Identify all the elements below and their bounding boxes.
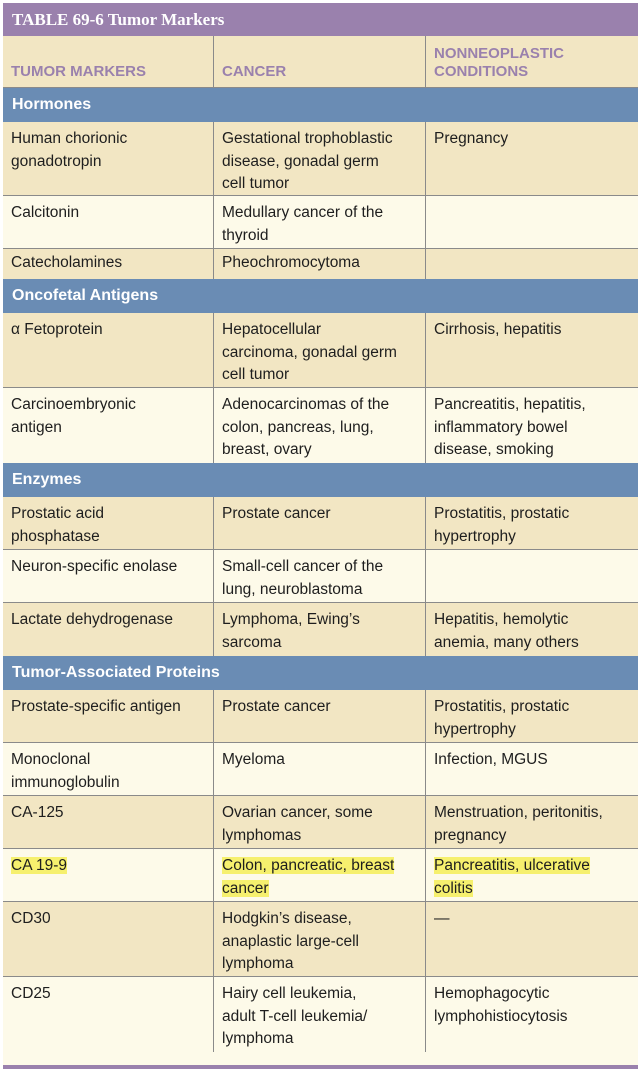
conditions-cell [426, 849, 638, 901]
table-row [3, 196, 638, 249]
marker-cell: Human chorionic gonadotropin [3, 122, 214, 195]
table-row [3, 388, 638, 463]
cancer-cell: Hepatocellular carcinoma, gonadal germ cell tumor [214, 313, 426, 387]
cancer-cell: Prostate cancer [214, 497, 426, 549]
conditions-cell: Prostatitis, prostatic hypertrophy [434, 698, 570, 738]
header-tumor-markers: TUMOR MARKERS [3, 36, 214, 87]
table-title: TABLE 69-6 Tumor Markers [3, 3, 638, 36]
section-enzymes: Enzymes [3, 463, 638, 497]
table-row [3, 690, 638, 743]
marker-cell: Calcitonin [3, 196, 214, 248]
table-row [3, 249, 638, 279]
marker-cell: Prostatic acid phosphatase [3, 497, 214, 549]
marker-cell [3, 849, 214, 901]
cancer-cell: Hairy cell leukemia, adult T-cell leukemia/ lymphoma [214, 977, 426, 1052]
marker-cell: CD25 [3, 977, 214, 1052]
table-row [3, 796, 638, 849]
table-row-highlighted [3, 849, 638, 902]
conditions-cell: Menstruation, peritonitis, pregnancy [434, 804, 603, 844]
cancer-cell: Hodgkin’s disease, anaplastic large-cell lymphoma [214, 902, 426, 976]
cancer-cell: Ovarian cancer, some lymphomas [214, 796, 426, 848]
table-row [3, 313, 638, 388]
cancer-cell: Pheochromocytoma [214, 249, 426, 279]
marker-cell: CA-125 [3, 796, 214, 848]
marker-cell: CD30 [3, 902, 214, 976]
header-cancer: CANCER [214, 36, 426, 87]
marker-cell: Monoclonal immunoglobulin [3, 743, 214, 795]
conditions-cell: Prostatitis, prostatic hypertrophy [434, 505, 570, 545]
section-hormones: Hormones [3, 88, 638, 122]
highlighted-text: Colon, pancreatic, breast cancer [222, 857, 395, 897]
table-header-row [3, 36, 638, 88]
marker-cell: Carcinoembryonic antigen [3, 388, 214, 463]
conditions-cell: Pancreatitis, hepatitis, inflammatory bowel disease, smoking [434, 396, 586, 458]
table-row [3, 603, 638, 656]
marker-cell: α Fetoprotein [3, 313, 214, 387]
marker-cell: Lactate dehydrogenase [3, 603, 214, 656]
marker-cell: Neuron-specific enolase [3, 550, 214, 602]
cancer-cell [214, 849, 426, 901]
table-row [3, 977, 638, 1052]
conditions-cell [426, 550, 638, 602]
table-row [3, 122, 638, 196]
marker-cell: Prostate-specific antigen [3, 690, 214, 742]
section-tumor-associated-proteins: Tumor-Associated Proteins [3, 656, 638, 690]
cancer-cell: Medullary cancer of the thyroid [214, 196, 426, 248]
conditions-cell: Infection, MGUS [434, 751, 548, 768]
table-row [3, 550, 638, 603]
cancer-cell: Lymphoma, Ewing’s sarcoma [214, 603, 426, 656]
table-row [3, 902, 638, 977]
conditions-cell: Cirrhosis, hepatitis [434, 321, 562, 338]
highlighted-text: Pancreatitis, ulcerative colitis [434, 857, 590, 897]
conditions-cell [426, 249, 638, 279]
highlighted-text: CA 19-9 [11, 857, 68, 874]
table-row [3, 497, 638, 550]
table-row [3, 743, 638, 796]
cancer-cell: Adenocarcinomas of the colon, pancreas, lung, breast, ovary [214, 388, 426, 463]
conditions-cell [426, 196, 638, 248]
header-nonneoplastic-conditions: NONNEOPLASTIC CONDITIONS [434, 45, 565, 80]
conditions-cell: — [434, 910, 450, 927]
section-oncofetal-antigens: Oncofetal Antigens [3, 279, 638, 313]
conditions-cell: Hemophagocytic lymphohistiocytosis [434, 985, 568, 1025]
tumor-markers-table [3, 3, 638, 1069]
conditions-cell: Hepatitis, hemolytic anemia, many others [434, 611, 579, 651]
cancer-cell: Prostate cancer [214, 690, 426, 742]
cancer-cell: Small-cell cancer of the lung, neuroblastoma [214, 550, 426, 602]
cancer-cell: Gestational trophoblastic disease, gonadal germ cell tumor [214, 122, 426, 195]
marker-cell: Catecholamines [3, 249, 214, 279]
conditions-cell: Pregnancy [434, 130, 509, 147]
cancer-cell: Myeloma [214, 743, 426, 795]
